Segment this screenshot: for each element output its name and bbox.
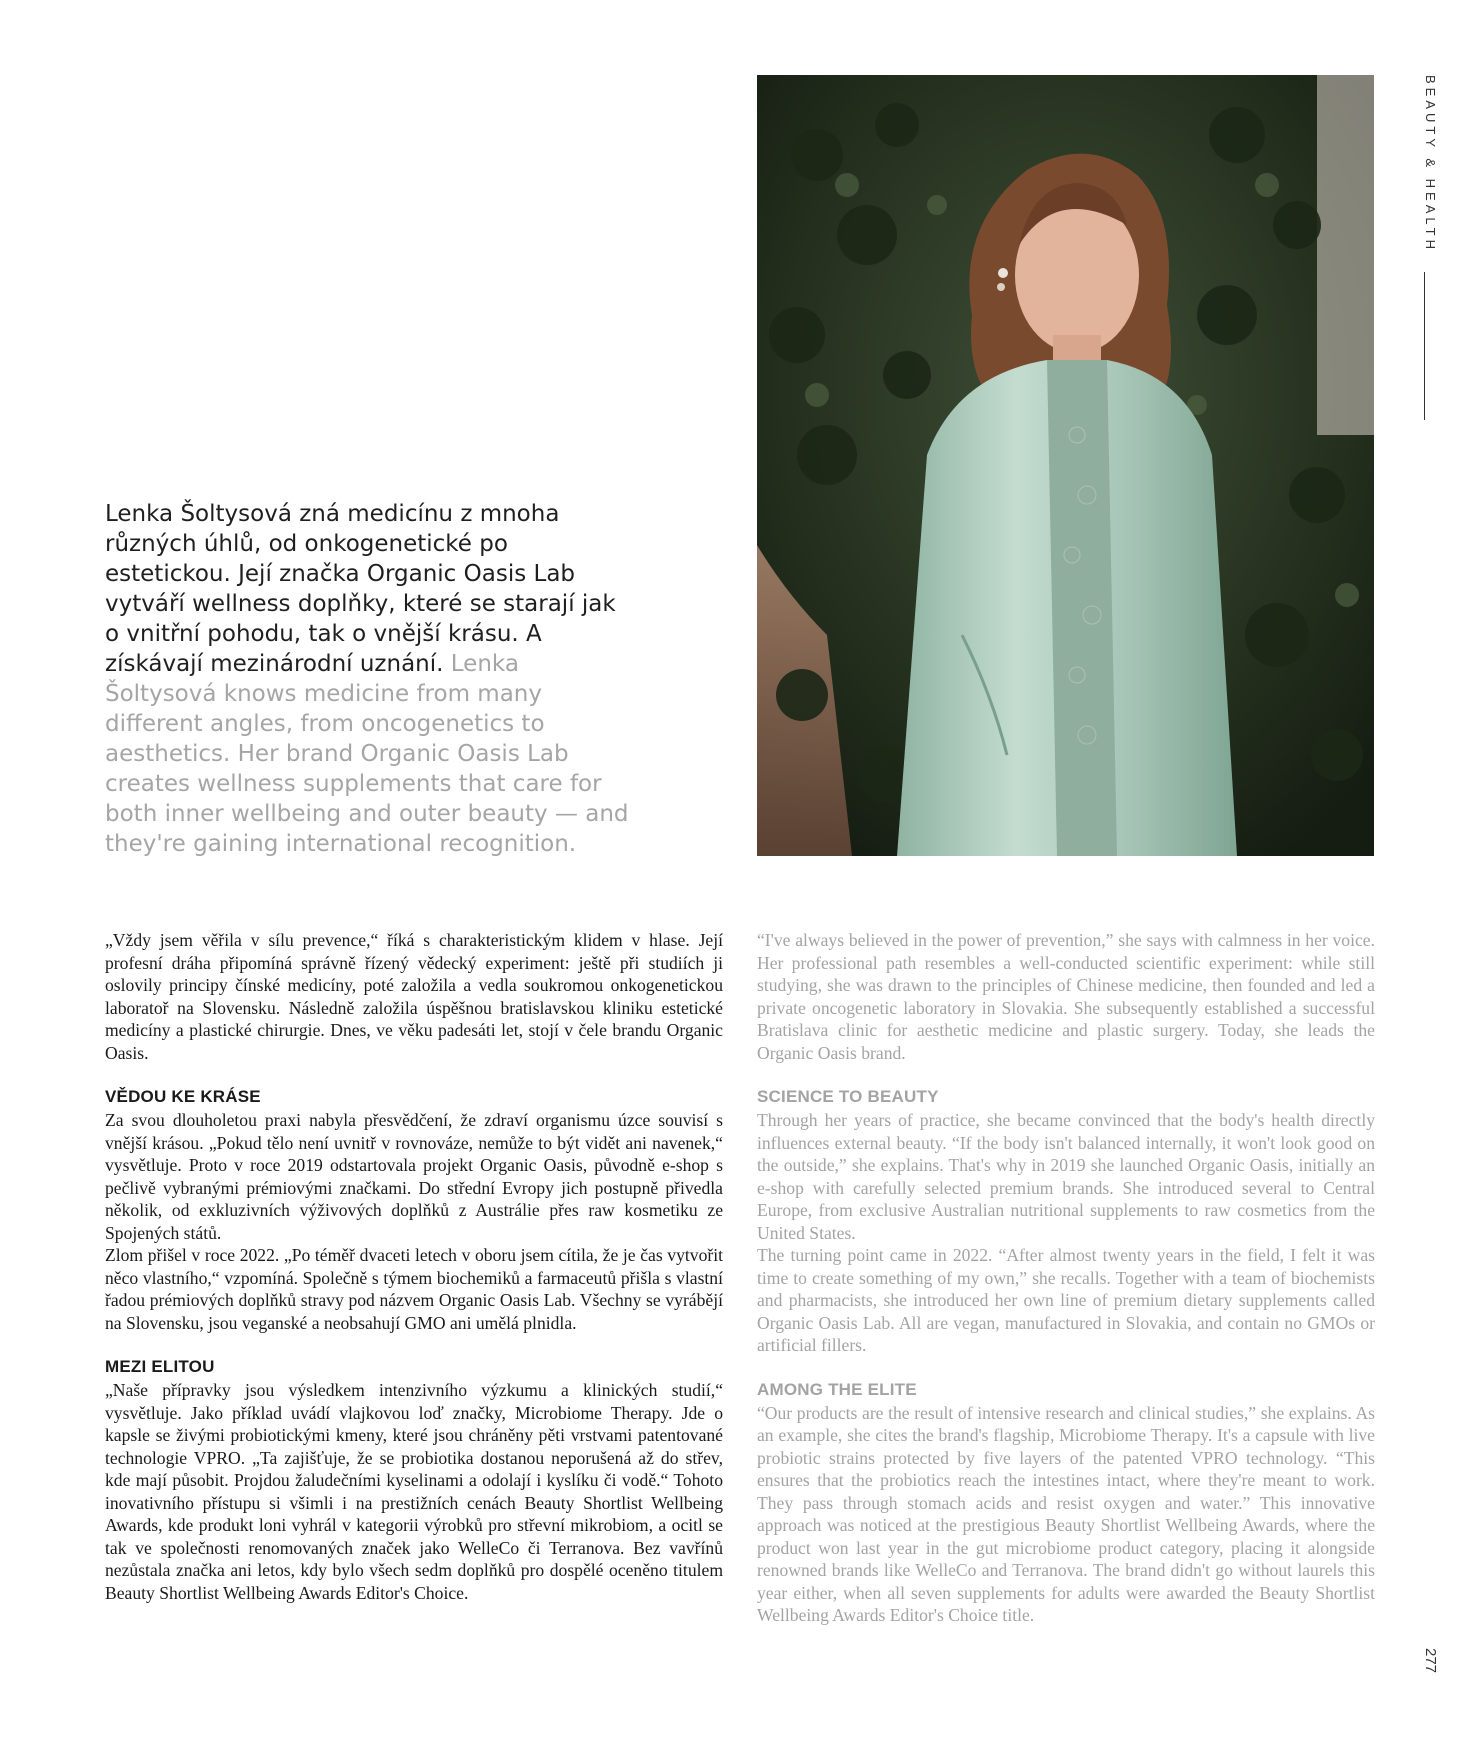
cz-paragraph-2: Za svou dlouholetou praxi nabyla přesvědčení, že zdraví organismu úzce souvisí s vnější krásou. „Pokud tělo není uvnitř v rovnováze, nemůže to být vidět ani navenek,“ vysvětluje. Proto v roce 2019 odstartovala projekt Organic Oasis, původně e-shop s pečlivě vybranými prémiovými značkami. Do střední Evropy jich postupně přivedla několik, od exkluzivních výživových doplňků z Austrálie přes raw kosmetiku ze Spojených států.	[105, 1110, 723, 1243]
section-rule	[1424, 272, 1425, 420]
cz-heading-elite: MEZI ELITOU	[105, 1357, 215, 1376]
article-column-cz	[105, 929, 723, 1604]
cz-paragraph-1: „Vždy jsem věřila v sílu prevence,“ říká s charakteristickým klidem v hlase. Její profesní dráha připomíná správně řízený vědecký experiment: ještě při studiích ji oslovily principy čínské medicíny, poté založila a vedla soukromou onkogenetickou laboratoř na Slovensku. Následně založila úspěšnou bratislavskou kliniku estetické medicíny a plastické chirurgie. Dnes, ve věku padesáti let, stojí v čele brandu Organic Oasis.	[105, 930, 723, 1063]
cz-heading-science: VĚDOU KE KRÁSE	[105, 1087, 261, 1106]
en-paragraph-4: “Our products are the result of intensive research and clinical studies,” she explains. As an example, she cites the brand's flagship, Microbiome Therapy. It's a capsule with live probiotic strains protected by five layers of the patented VPRO technology. “This ensures that the probiotics reach the intestines intact, where they're meant to work. They pass through stomach acids and resist oxygen and water.” This innovative approach was noticed at the prestigious Beauty Shortlist Wellbeing Awards, where the product won last year in the gut microbiome product category, placing it alongside renowned brands like WelleCo and Terranova. The brand didn't go without laurels this year either, when all seven supplements for adults were awarded the Beauty Shortlist Wellbeing Awards Editor's Choice title.	[757, 1402, 1375, 1625]
portrait-illustration	[757, 75, 1374, 856]
en-paragraph-1: “I've always believed in the power of prevention,” she says with calmness in her voice. Her professional path resembles a well-conducted scientific experiment: while still studying, she was drawn to the principles of Chinese medicine, then founded and led a private oncogenetic laboratory in Slovakia. She subsequently established a successful Bratislava clinic for aesthetic medicine and plastic surgery. Today, she leads the Organic Oasis brand.	[757, 930, 1375, 1063]
section-label: BEAUTY & HEALTH	[1423, 75, 1438, 253]
en-paragraph-2: Through her years of practice, she became convinced that the body's health directly influences external beauty. “If the body isn't balanced internally, it won't look good on the outside,” she explains. That's why in 2019 she launched Organic Oasis, initially an e-shop with carefully selected premium brands. She introduced several to Central Europe, from exclusive Australian nutritional supplements to raw cosmetics from the United States.	[757, 1110, 1375, 1243]
cz-paragraph-3: Zlom přišel v roce 2022. „Po téměř dvaceti letech v oboru jsem cítila, že je čas vytvořit něco vlastního,“ vzpomíná. Společně s týmem biochemiků a farmaceutů přišla s vlastní řadou prémiových doplňků stravy pod názvem Organic Oasis Lab. Všechny se vyrábějí na Slovensku, jsou veganské a neobsahují GMO ani umělá plnidla.	[105, 1245, 723, 1333]
intro-en: Lenka Šoltysová knows medicine from many different angles, from oncogenetics to aesthetics. Her brand Organic Oasis Lab creates wellness supplements that care for both inner wellbeing and outer beauty — and they're gaining international recognition.	[105, 651, 629, 857]
intro-lede	[105, 499, 635, 859]
article-column-en	[757, 929, 1375, 1627]
cz-paragraph-4: „Naše přípravky jsou výsledkem intenzivního výzkumu a klinických studií,“ vysvětluje. Jako příklad uvádí vlajkovou loď značky, Microbiome Therapy. Jde o kapsle se živými probiotickými kmeny, které jsou chráněny pěti vrstvami patentované technologie VPRO. „Ta zajišťuje, že se probiotika dostanou neporušená až do střev, kde mají působit. Projdou žaludečními kyselinami a odolají i kyslíku či vodě.“ Tohoto inovativního přístupu si všimli i na prestižních cenách Beauty Shortlist Wellbeing Awards, kde produkt loni vyhrál v kategorii výrobků pro střevní mikrobiom, a ocitl se tak ve společnosti renomovaných značek jako WelleCo či Terranova. Bez vavřínů nezůstala značka ani letos, kdy bylo všech sedm doplňků pro dospělé oceněno titulem Beauty Shortlist Wellbeing Awards Editor's Choice.	[105, 1380, 723, 1603]
en-heading-elite: AMONG THE ELITE	[757, 1379, 917, 1399]
intro-cz: Lenka Šoltysová zná medicínu z mnoha různých úhlů, od onkogenetické po estetickou. Její značka Organic Oasis Lab vytváří wellness doplňky, které se starají jak o vnitřní pohodu, tak o vnější krásu. A získávají mezinárodní uznání.	[105, 501, 616, 677]
en-paragraph-3: The turning point came in 2022. “After almost twenty years in the field, I felt it was time to create something of my own,” she recalls. Together with a team of biochemists and pharmacists, she introduced her own line of premium dietary supplements called Organic Oasis Lab. All are vegan, manufactured in Slovakia, and contain no GMOs or artificial fillers.	[757, 1245, 1375, 1355]
en-heading-science: SCIENCE TO BEAUTY	[757, 1087, 939, 1106]
page-number: 277	[1422, 1648, 1439, 1674]
portrait-photo	[757, 75, 1374, 856]
